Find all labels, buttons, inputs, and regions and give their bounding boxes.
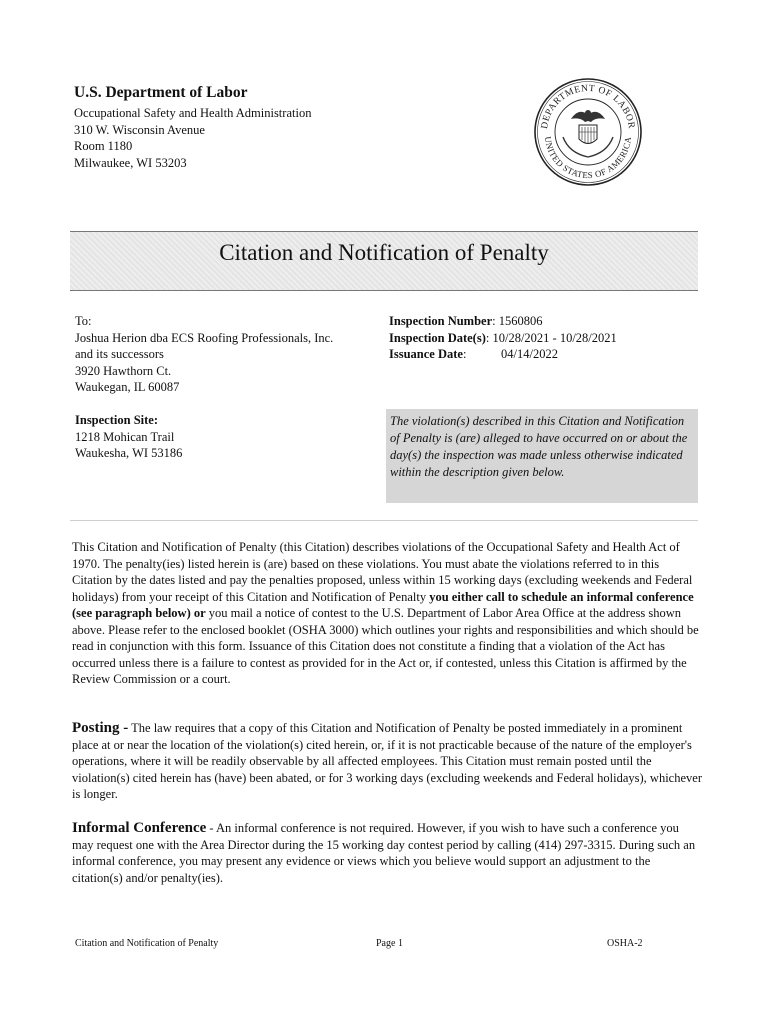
informal-conference-text: - An informal conference is not required. However, if you wish to have such a conference you may request one with the Area Director during the 15 working day contest period by calling (414) 297-3315. During such an informal conference, you may present any evidence or views which you believe would support an adjustment to the citation(s) and/or penalty(ies). — [72, 821, 696, 885]
footer-document-name: Citation and Notification of Penalty — [75, 938, 219, 949]
posting-text: The law requires that a copy of this Citation and Notification of Penalty be posted immediately in a prominent place at or near the location of the violation(s) cited herein, or, if it is not practicable because of the nature of the employer's operations, where it will be readily observable by all affected employees. This Citation must remain posted until the violation(s) cited herein has (have) been abated, or for 3 working days (excluding weekends and Federal holidays), whichever is longer. — [72, 721, 702, 801]
paragraph-contest-text: you mail a notice of contest to the U.S. Department of Labor Area Office at the address shown above. Please refer to the enclosed booklet (OSHA 3000) which outlines your rights and responsibilities and which should be read in conjunction with this form. Issuance of this Citation does not constitute a finding that a violation of the Act has occurred unless there is a failure to contest as provided for in the Act or, if contested, unless this Citation is affirmed by the Review Commission or a court. — [72, 606, 699, 686]
document-title: Citation and Notification of Penalty — [219, 240, 549, 265]
issuance-date-label: Issuance Date — [389, 347, 463, 361]
inspection-number-row — [389, 313, 617, 330]
inspection-number-value: : 1560806 — [492, 314, 543, 328]
seal-bottom-text: UNITED STATES OF AMERICA — [542, 135, 634, 181]
inspection-dates-label: Inspection Date(s) — [389, 330, 486, 345]
violation-notice-box — [386, 409, 698, 503]
paragraph-intro-text: This Citation and Notification of Penalty (this Citation) describes violations of the Occupational Safety and Health Act of 1970. The penalty(ies) listed herein is (are) based on these violations. You must abate the violations referred to in this Citation by the dates listed and pay the penalties proposed, unless within 15 working days (excluding weekends and Federal holidays) from your receipt of this Citation and Notification of Penalty — [72, 540, 693, 604]
issuance-date-colon: : — [462, 347, 467, 361]
city-state-zip: Milwaukee, WI 53203 — [74, 155, 187, 170]
violation-notice-text: The violation(s) described in this Citation and Notification of Penalty is (are) alleged to have occurred on or about the day(s) the inspection was made unless otherwise indicated within the description given below. — [390, 414, 688, 479]
site-street: 1218 Mohican Trail — [75, 429, 175, 444]
inspection-dates-value: : 10/28/2021 - 10/28/2021 — [485, 330, 617, 345]
recipient-block — [75, 313, 333, 396]
inspection-dates-row — [389, 330, 617, 347]
section-divider — [70, 520, 698, 521]
title-band — [70, 231, 698, 291]
paragraph-bold-instruction: you either call to schedule an informal conference (see paragraph below) or — [72, 589, 694, 620]
footer-form-number: OSHA-2 — [607, 938, 643, 949]
inspection-site-block — [75, 412, 182, 462]
footer-page-number: Page 1 — [376, 938, 403, 949]
inspection-details — [389, 313, 617, 363]
site-city: Waukesha, WI 53186 — [75, 446, 183, 460]
seal-top-text: DEPARTMENT OF LABOR — [540, 83, 636, 130]
recipient-street: 3920 Hawthorn Ct. — [75, 363, 172, 378]
department-of-labor-seal — [533, 77, 643, 187]
room-number: Room 1180 — [74, 139, 133, 153]
informal-conference-paragraph — [72, 820, 702, 886]
agency-header — [74, 84, 311, 171]
inspection-number-label: Inspection Number — [389, 314, 493, 328]
recipient-name: Joshua Herion dba ECS Roofing Professionals, Inc. — [75, 330, 334, 345]
posting-heading: Posting - — [72, 720, 129, 736]
agency-name: Occupational Safety and Health Administration — [74, 106, 312, 120]
recipient-label: To: — [75, 314, 92, 328]
recipient-city: Waukegan, IL 60087 — [75, 380, 180, 394]
informal-conference-heading: Informal Conference — [72, 820, 207, 836]
issuance-date-row — [389, 346, 617, 363]
recipient-successors: and its successors — [75, 347, 164, 361]
department-name: U.S. Department of Labor — [74, 84, 248, 101]
issuance-date-value: 04/14/2022 — [501, 347, 558, 361]
citation-description-paragraph — [72, 539, 702, 688]
posting-paragraph — [72, 720, 702, 803]
inspection-site-label: Inspection Site: — [75, 413, 158, 427]
street-address: 310 W. Wisconsin Avenue — [74, 122, 205, 137]
